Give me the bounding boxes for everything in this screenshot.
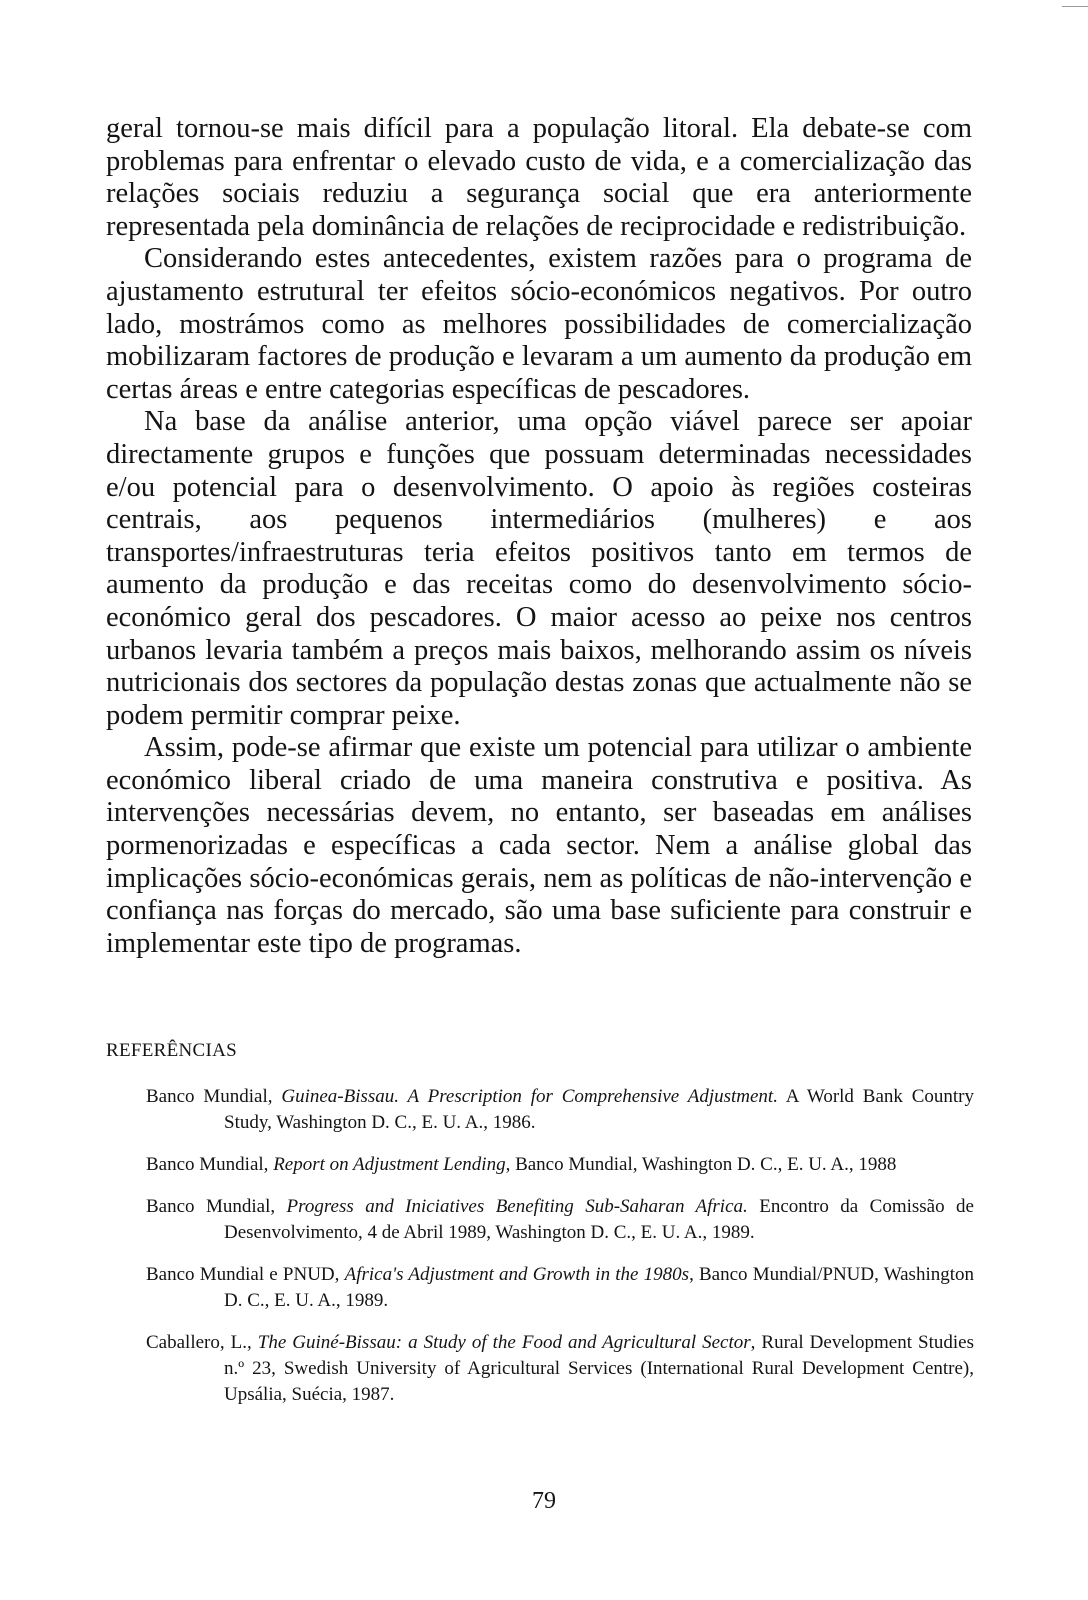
reference-item (106, 1330, 974, 1408)
paragraph: geral tornou-se mais difícil para a população litoral. Ela debate-se com problemas para enfrentar o elevado custo de vida, e a comercialização das relações sociais reduziu a segurança social que era anteriormente representada pela dominância de relações de reciprocidade e redistribuição. (106, 113, 972, 242)
references-heading: REFERÊNCIAS (106, 1040, 238, 1061)
reference-author: Caballero, L., (146, 1332, 258, 1353)
references-section (106, 1040, 974, 1424)
reference-title: The Guiné-Bissau: a Study of the Food and Agricultural Sector (257, 1332, 751, 1353)
page-number: 79 (532, 1488, 556, 1514)
reference-details: , Banco Mundial, Washington D. C., E. U. A., 1988 (505, 1154, 897, 1175)
reference-title: Africa's Adjustment and Growth in the 1980s (344, 1264, 690, 1285)
body-text (106, 113, 972, 960)
reference-author: Banco Mundial, (146, 1086, 282, 1107)
reference-details: , Rural Development Studies n.º 23, Swedish University of Agricultural Services (International Rural Development Centre), Upsália, Suécia, 1987. (224, 1332, 974, 1405)
reference-author: Banco Mundial e PNUD, (146, 1264, 345, 1285)
edge-rule (1062, 6, 1088, 7)
reference-item (106, 1194, 974, 1246)
reference-title: Progress and Iniciatives Benefiting Sub-Saharan Africa. (286, 1196, 748, 1217)
reference-title: Report on Adjustment Lending (273, 1154, 506, 1175)
reference-author: Banco Mundial, (146, 1154, 274, 1175)
paragraph: Assim, pode-se afirmar que existe um potencial para utilizar o ambiente económico liberal criado de uma maneira construtiva e positiva. As intervenções necessárias devem, no entanto, ser baseadas em análises pormenorizadas e específicas a cada sector. Nem a análise global das implicações sócio-económicas gerais, nem as políticas de não-intervenção e confiança nas forças do mercado, são uma base suficiente para construir e implementar este tipo de programas. (106, 732, 972, 959)
reference-author: Banco Mundial, (146, 1196, 287, 1217)
reference-details: Encontro da Comissão de Desenvolvimento, 4 de Abril 1989, Washington D. C., E. U. A., 1989. (224, 1196, 974, 1243)
paragraph: Na base da análise anterior, uma opção viável parece ser apoiar directamente grupos e funções que possuam determinadas necessidades e/ou potencial para o desenvolvimento. O apoio às regiões costeiras centrais, aos pequenos intermediários (mulheres) e aos transportes/infraestruturas teria efeitos positivos tanto em termos de aumento da produção e das receitas como do desenvolvimento sócio-económico geral dos pescadores. O maior acesso ao peixe nos centros urbanos levaria também a preços mais baixos, melhorando assim os níveis nutricionais dos sectores da população destas zonas que actualmente não se podem permitir comprar peixe. (106, 406, 972, 731)
reference-item (106, 1152, 974, 1178)
reference-details: A World Bank Country Study, Washington D. C., E. U. A., 1986. (224, 1086, 974, 1133)
reference-details: , Banco Mundial/PNUD, Washington D. C., E. U. A., 1989. (224, 1264, 975, 1311)
reference-item (106, 1262, 974, 1314)
reference-title: Guinea-Bissau. A Prescription for Comprehensive Adjustment. (281, 1086, 778, 1107)
reference-item (106, 1084, 974, 1136)
paragraph: Considerando estes antecedentes, existem razões para o programa de ajustamento estrutural ter efeitos sócio-económicos negativos. Por outro lado, mostrámos como as melhores possibilidades de comercialização mobilizaram factores de produção e levaram a um aumento da produção em certas áreas e entre categorias específicas de pescadores. (106, 243, 972, 405)
